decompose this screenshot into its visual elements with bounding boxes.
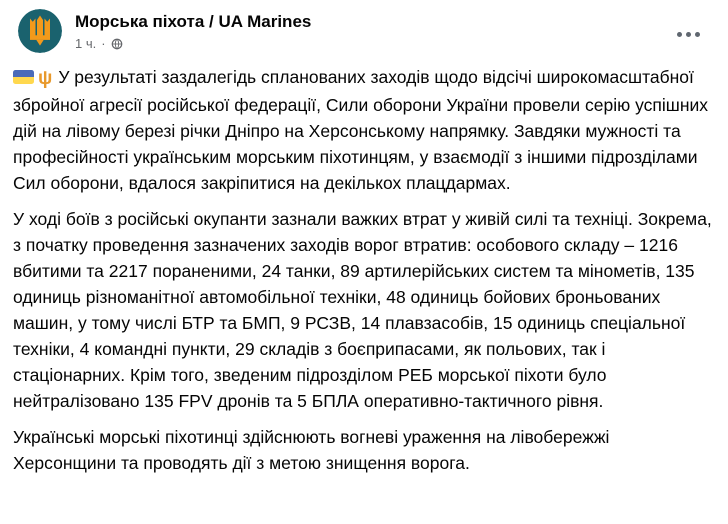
trident-emoji: ψ (38, 68, 53, 89)
paragraph-text: У результаті заздалегідь спланованих заходів щодо відсічі широкомасштабної збройної агресії російської федерації, Сили оборони України провели серію успішних дій на лівому березі річки Дніпро на Херсонському напрямку. Завдяки мужності та професійності українським морським піхотинцям, у взаємодії з іншими підрозділами Сил оборони, вдалося закріпитися на декількох плацдармах. (13, 67, 709, 193)
globe-icon (111, 38, 123, 50)
post-options-button[interactable] (673, 28, 704, 41)
post-text (0, 53, 728, 476)
trident-emblem-icon (18, 9, 62, 53)
meta-separator: · (101, 36, 106, 51)
post-paragraph: У ході боїв з російські окупанти зазнали важких втрат у живій силі та техніці. Зокрема, з початку проведення зазначених заходів ворог втратив: особового складу – 1216 вбитими та 2217 пораненими, 24 танки, 89 артилерійських систем та мінометів, 135 одиниць різноманітної автомобільної техніки, 48 одиниць бойових броньованих машин, у тому числі БТР та БМП, 9 РСЗВ, 14 плавзасобів, 15 одиниць спеціальної техніки, 4 командні пункти, 29 складів з боєприпасами, як польових, так і стаціонарних. Крім того, зведеним підрозділом РЕБ морської піхоти було нейтралізовано 135 FPV дронів та 5 БПЛА оперативно-тактичного рівня. (13, 209, 712, 411)
ukraine-flag-emoji (13, 70, 34, 84)
ellipsis-icon (677, 32, 700, 37)
avatar[interactable] (18, 9, 62, 53)
post-paragraph (13, 64, 712, 196)
page-name-link[interactable]: Морська піхота / UA Marines (75, 12, 312, 31)
header-text (75, 9, 311, 52)
timestamp-link[interactable]: 1 ч. (75, 36, 97, 51)
post-paragraph: Українські морські піхотинці здійснюють вогневі ураження на лівобережжі Херсонщини та проводять дії з метою знищення ворога. (13, 427, 610, 473)
post-header (0, 0, 728, 53)
post-meta (75, 36, 311, 52)
